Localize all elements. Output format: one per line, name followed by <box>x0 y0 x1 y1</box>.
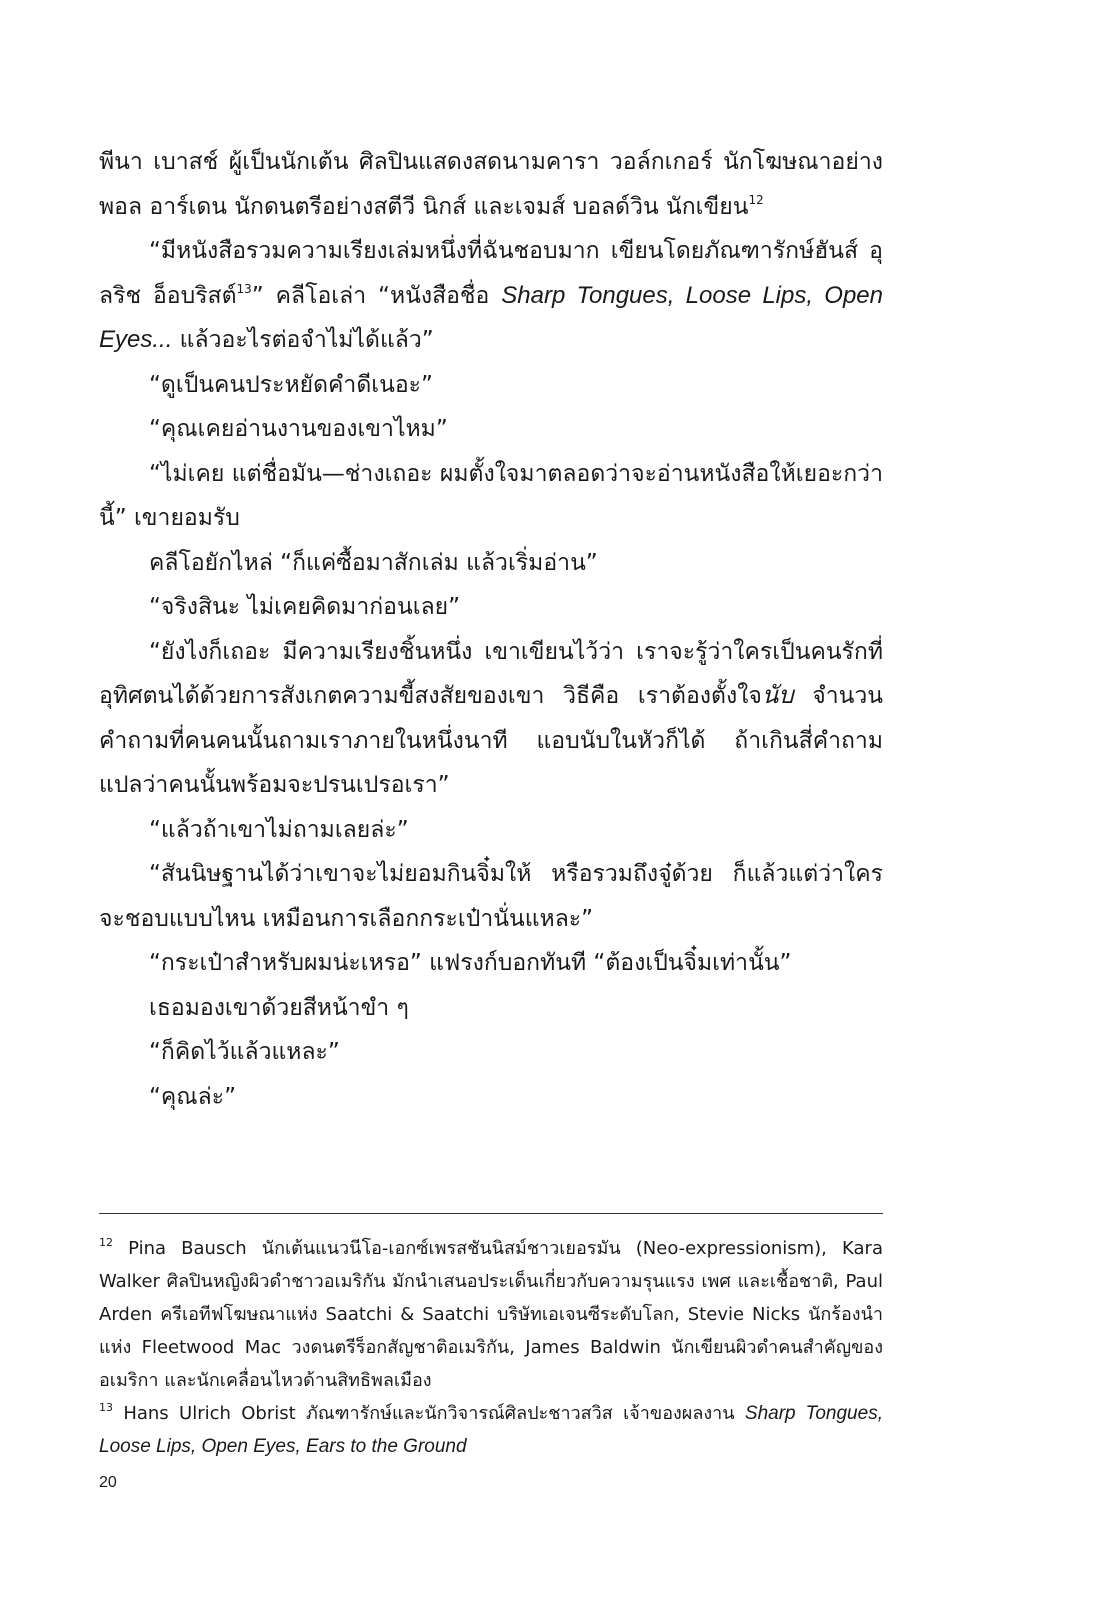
paragraph: “คุณล่ะ” <box>149 1083 237 1110</box>
paragraph: “สันนิษฐานได้ว่าเขาจะไม่ยอมกินจิ๋มให้ หรือรวมถึงจู๋ด้วย ก็แล้วแต่ว่าใครจะชอบแบบไหน เหมือนการเลือกกระเป๋านั่นแหละ” <box>99 861 883 932</box>
footnotes <box>99 1232 883 1463</box>
paragraph: “ยังไงก็เถอะ มีความเรียงชิ้นหนึ่ง เขาเขียนไว้ว่า เราจะรู้ว่าใครเป็นคนรักที่อุทิศตนได้ด้วยการสังเกตความขี้สงสัยของเขา วิธีคือ เราต้องตั้งใจนับ จำนวนคำถามที่คนคนนั้นถามเราภายในหนึ่งนาที แอบนับในหัวก็ได้ ถ้าเกินสี่คำถาม แปลว่าคนนั้นพร้อมจะปรนเปรอเรา” <box>99 638 883 798</box>
footnote-marker: 12 <box>99 1236 113 1249</box>
book-title: Sharp Tongues, Loose Lips, Open Eyes... <box>99 281 883 353</box>
footnote-12: $^{12}$ Pina Bausch นักเต้นแนวนีโอ-เอกซ์เพรสชันนิสม์ชาวเยอรมัน (Neo-expressionism), Kara Walker ศิลปินหญิงผิวดำชาวอเมริกัน มักนำเสนอประเด็นเกี่ยวกับความรุนแรง เพศ และเชื้อชาติ, Paul Arden ครีเอทีฟโฆษณาแห่ง Saatchi & Saatchi บริษัทเอเจนซีระดับโลก, Stevie Nicks นักร้องนำแห่ง Fleetwood Mac วงดนตรีร็อกสัญชาติอเมริกัน, James Baldwin นักเขียนผิวดำคนสำคัญของอเมริกา และนักเคลื่อนไหวด้านสิทธิพลเมือง <box>99 1236 883 1391</box>
emphasis: นับ <box>761 682 794 709</box>
footnote-ref-13[interactable]: 13 <box>236 281 252 296</box>
paragraph: “ดูเป็นคนประหยัดคำดีเนอะ” <box>149 371 433 398</box>
paragraph: “จริงสินะ ไม่เคยคิดมาก่อนเลย” <box>149 594 461 620</box>
paragraph: “คุณเคยอ่านงานของเขาไหม” <box>149 416 448 442</box>
paragraph: “มีหนังสือรวมความเรียงเล่มหนึ่งที่ฉันชอบมาก เขียนโดยภัณฑารักษ์ฮันส์ อุลริช อ็อบริสต์$^{13}$” คลีโอเล่า “หนังสือชื่อ Sharp Tongues, Loose Lips, Open Eyes... แล้วอะไรต่อจำไม่ได้แล้ว” <box>99 238 883 353</box>
footnote-13: $^{13}$ Hans Ulrich Obrist ภัณฑารักษ์และนักวิจารณ์ศิลปะชาวสวิส เจ้าของผลงาน Sharp Tongues, Loose Lips, Open Eyes, Ears to the Ground <box>99 1401 883 1457</box>
paragraph: “ก็คิดไว้แล้วแหละ” <box>149 1039 340 1065</box>
footnote-divider <box>99 1213 883 1214</box>
paragraph: พีนา เบาสช์ ผู้เป็นนักเต้น ศิลปินแสดงสดนามคารา วอล์กเกอร์ นักโฆษณาอย่างพอล อาร์เดน นักดนตรีอย่างสตีวี นิกส์ และเจมส์ บอลด์วิน นักเขียน$^{12}$ <box>99 149 883 220</box>
paragraph: “กระเป๋าสำหรับผมน่ะเหรอ” แฟรงก์บอกทันที “ต้องเป็นจิ๋มเท่านั้น” <box>149 950 792 976</box>
footnote-marker: 13 <box>99 1401 113 1414</box>
page-number: 20 <box>99 1474 117 1491</box>
paragraph: “แล้วถ้าเขาไม่ถามเลยล่ะ” <box>149 816 409 843</box>
paragraph: คลีโอยักไหล่ “ก็แค่ซื้อมาสักเล่ม แล้วเริ่มอ่าน” <box>149 549 598 576</box>
body-text <box>99 140 883 1119</box>
paragraph: เธอมองเขาด้วยสีหน้าขำ ๆ <box>149 994 409 1021</box>
book-title: Sharp Tongues, Loose Lips, Open Eyes, Ears to the Ground <box>99 1403 883 1457</box>
footnote-ref-12[interactable]: 12 <box>748 192 764 207</box>
paragraph: “ไม่เคย แต่ชื่อมัน—ช่างเถอะ ผมตั้งใจมาตลอดว่าจะอ่านหนังสือให้เยอะกว่านี้” เขายอมรับ <box>99 460 883 531</box>
